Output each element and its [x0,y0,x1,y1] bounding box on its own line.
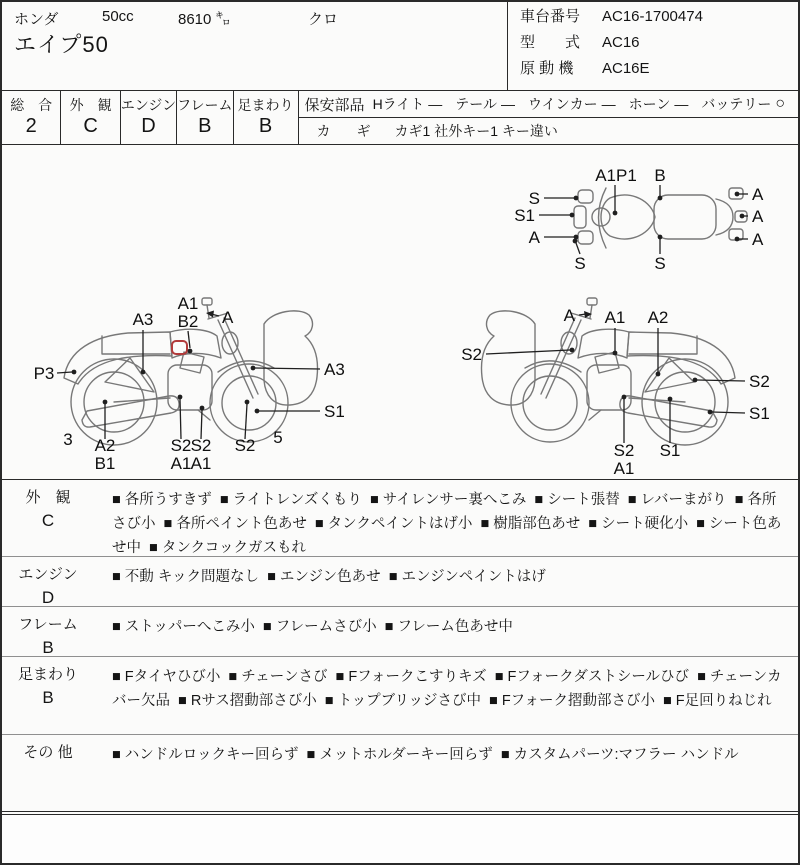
condition-frame-items: ■ ストッパーへこみ小 ■ フレームさび小 ■ フレーム色あせ中 [112,619,513,635]
condition-row-undercarriage [2,657,798,735]
wheel-size-rear: 3 [63,430,73,449]
condition-exterior-items: ■ 各所うすきず ■ ライトレンズくもり ■ サイレンサー裏へこみ ■ シート張替 ■ レバーまがり ■ 各所さび小 ■ 各所ペイント色あせ ■ タンクペイントはげ小 ■ 樹脂部色あせ ■ シート硬化小 ■ シート色あせ中 ■ タンクコックガスもれ [112,492,782,556]
defect-label-a-rear-top: A [752,185,764,204]
grade-engine [121,91,177,144]
chassis-number-label: 車台番号 [520,8,581,25]
condition-exterior-label: 外 観 [25,489,71,506]
defect-label-a1-tank-right: A1 [604,308,626,327]
grade-frame-label: フレーム [177,97,233,113]
key-value: カギ1 社外キー1 キー違い [394,123,558,139]
condition-row-other [2,735,798,812]
defect-label-a1p1-tank: A1P1 [595,166,637,185]
grade-undercarriage-label: 足まわり [237,97,294,113]
maker-name: ホンダ [14,11,59,28]
condition-other-label: その 他 [23,744,73,761]
grade-frame [177,91,233,144]
engine-code-label: 原 動 機 [520,60,574,77]
grade-overall-value: 2 [25,115,37,137]
defect-label-s-seat: S [654,254,666,273]
body-color: クロ [308,11,339,28]
chassis-number-value: AC16-1700474 [602,8,703,25]
defect-label-a2-frame: A2 [647,308,669,327]
condition-frame-label: フレーム [18,616,78,633]
left-view-labels [34,294,345,473]
defect-label-b1-muffler: B1 [94,454,116,473]
defect-label-a1-engine-a: A1 [170,454,192,473]
condition-engine-items: ■ 不動 キック問題なし ■ エンジン色あせ ■ エンジンペイントはげ [112,569,546,585]
motorcycle-diagrams [2,145,798,477]
defect-label-a-rear-mid: A [752,207,764,226]
safety-winker: ウインカー — [528,96,616,112]
defect-label-s2-shock: S2 [749,372,770,391]
defect-label-a-grip: A [528,228,540,247]
defect-label-s1-frame: S1 [659,441,681,460]
safety-horn: ホーン — [628,96,689,112]
condition-frame-grade: B [42,638,54,657]
condition-row-engine [2,557,798,607]
safety-parts-title: 保安部品 [304,96,365,114]
safety-taillight: テール — [455,96,515,112]
defect-label-s1-rear-wheel: S1 [749,404,770,423]
condition-row-exterior [2,480,798,557]
defect-label-s2-engine-b: S2 [190,436,212,455]
grade-engine-value: D [141,115,156,137]
safety-parts-box [299,91,798,144]
defect-label-a-mirror: A [222,308,234,327]
condition-exterior-grade: C [41,511,55,530]
model-code-value: AC16 [602,34,640,51]
defect-label-s2-engine-right: S2 [613,441,635,460]
top-view-labels [514,166,764,273]
grade-undercarriage [234,91,299,144]
grade-overall [2,91,61,144]
defect-label-s2-engine-a: S2 [170,436,192,455]
defect-label-b-seat: B [654,166,666,185]
defect-label-s2-fork: S2 [234,436,256,455]
right-view-labels [461,306,770,477]
defect-label-s-shield: S [574,254,586,273]
safety-headlight: Hライト — [372,96,443,112]
defect-label-s-grip: S [528,189,540,208]
defect-label-a3-front: A3 [324,360,345,379]
model-code-label: 型 式 [520,34,581,51]
defect-label-a3-seat: A3 [132,310,154,329]
defect-label-a1-engine-b: A1 [190,454,212,473]
wheel-size-front: 5 [273,428,283,447]
notes-empty-box [2,814,798,864]
defect-label-a1-tank: A1 [177,294,199,313]
defect-label-s1-fender: S1 [514,206,535,225]
engine-code-value: AC16E [602,60,650,77]
defect-label-p3-tail: P3 [33,364,55,383]
grade-exterior [61,91,120,144]
model-name: エイプ50 [14,32,109,57]
condition-engine-grade: D [41,588,55,607]
defect-label-a-mirror-right: A [563,306,575,325]
condition-table [2,480,798,812]
vehicle-summary [2,2,507,90]
condition-row-frame [2,607,798,657]
mileage: 8610 ㌔ [178,11,231,28]
safety-battery: バッテリー ○ [701,95,785,112]
grade-undercarriage-value: B [258,115,273,137]
defect-label-s2-fork-right: S2 [461,345,482,364]
grade-overall-label: 総 合 [10,97,53,113]
sheet-header [2,2,798,90]
engine-displacement: 50cc [102,8,134,25]
grade-row [2,90,798,145]
condition-undercarriage-items: ■ Fタイヤひび小 ■ チェーンさび ■ Fフォークこすりキズ ■ Fフォークダストシールひび ■ チェーンカバー欠品 ■ Rサス摺動部さび小 ■ トップブリッジさび中 ■ Fフォーク摺動部さび小 ■ F足回りねじれ [112,669,782,709]
grade-engine-label: エンジン [120,97,177,113]
grade-frame-value: B [198,115,212,137]
grade-exterior-label: 外 観 [69,97,112,113]
vehicle-codes [507,2,800,90]
defect-label-a1-engine-right: A1 [613,459,635,477]
grade-exterior-value: C [83,115,98,137]
condition-undercarriage-grade: B [42,688,54,707]
condition-other-items: ■ ハンドルロックキー回らず ■ メットホルダーキー回らず ■ カスタムパーツ:マフラー ハンドル [112,747,739,763]
defect-label-a2-muffler: A2 [94,436,116,455]
damage-diagram-panel [2,145,798,480]
defect-label-s1-front-wheel: S1 [324,402,345,421]
condition-engine-label: エンジン [18,566,78,583]
key-label: カ ギ [316,123,377,139]
condition-undercarriage-label: 足まわり [17,666,78,683]
defect-label-a-rear-bottom: A [752,230,764,249]
key-info-row [299,118,798,144]
defect-label-b2-tank: B2 [177,312,199,331]
